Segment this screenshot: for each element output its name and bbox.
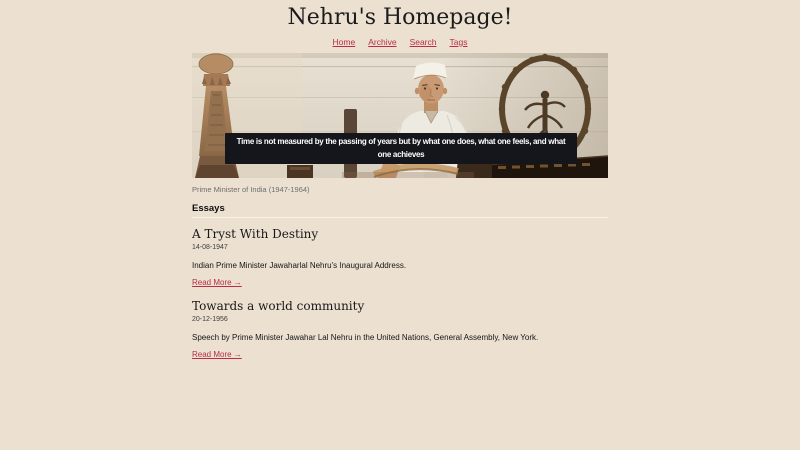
nav-link-archive[interactable]: Archive (368, 37, 397, 47)
essay-title: Towards a world community (192, 299, 365, 313)
essay-date: 20-12-1956 (192, 316, 228, 323)
essay-description: Indian Prime Minister Jawaharlal Nehru's Inaugural Address. (192, 261, 407, 270)
main-nav (192, 37, 608, 48)
essays-heading: Essays (192, 203, 225, 214)
site-header (192, 5, 608, 48)
essay-date: 14-08-1947 (192, 244, 228, 251)
nav-link-home[interactable]: Home (332, 37, 356, 47)
essay-read-more-link[interactable]: Read More → (192, 278, 242, 287)
page-title: Nehru's Homepage! (287, 5, 513, 30)
page (192, 0, 608, 362)
essay-title: A Tryst With Destiny (192, 227, 319, 241)
hero-caption: Prime Minister of India (1947-1964) (192, 185, 310, 194)
essay-read-more-link[interactable]: Read More → (192, 350, 242, 359)
nav-link-tags[interactable]: Tags (449, 37, 468, 47)
hero-figure (192, 53, 608, 194)
essay-item-2 (192, 299, 608, 362)
section-divider (192, 217, 608, 218)
hero-image (192, 53, 608, 178)
essay-item-1 (192, 227, 608, 290)
hero-quote-overlay: Time is not measured by the passing of years but by what one does, what one feels, and what one achieves (225, 133, 577, 164)
nav-link-search[interactable]: Search (409, 37, 437, 47)
essay-description: Speech by Prime Minister Jawahar Lal Nehru in the United Nations, General Assembly, New York. (192, 333, 539, 342)
